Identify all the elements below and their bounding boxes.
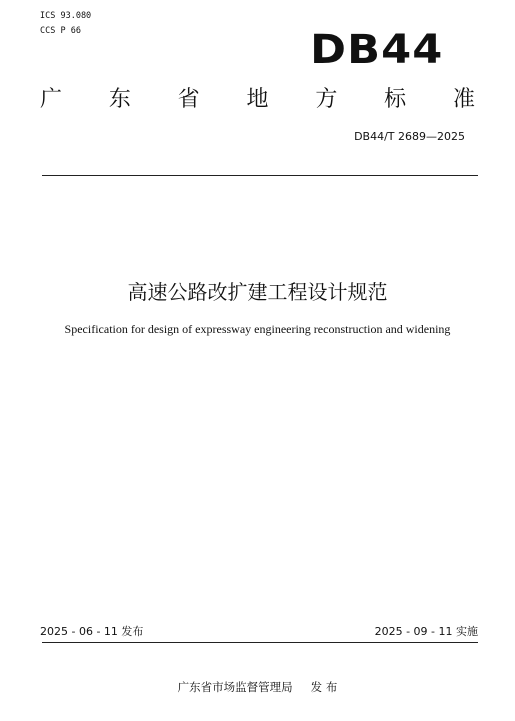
ics-code: ICS 93.080 bbox=[40, 11, 92, 21]
db44-logo: DB44 bbox=[309, 27, 443, 73]
standard-type-char: 东 bbox=[108, 87, 131, 112]
standard-type-char: 广 bbox=[40, 87, 63, 112]
bottom-divider bbox=[42, 642, 478, 643]
top-divider bbox=[42, 175, 478, 176]
issuer-line bbox=[0, 679, 515, 695]
standard-type-char: 准 bbox=[452, 87, 475, 112]
standard-type-heading bbox=[40, 85, 475, 115]
standard-type-char: 省 bbox=[177, 87, 200, 112]
issuer-action: 发 布 bbox=[310, 680, 338, 694]
title-chinese: 高速公路改扩建工程设计规范 bbox=[127, 280, 388, 304]
standard-type-char: 标 bbox=[384, 87, 407, 112]
standard-number: DB44/T 2689—2025 bbox=[354, 130, 465, 143]
implementation-date: 2025 - 09 - 11 实施 bbox=[374, 625, 478, 638]
classification-codes bbox=[40, 9, 91, 39]
release-date: 2025 - 06 - 11 发布 bbox=[40, 625, 144, 638]
title-english: Specification for design of expressway engineering reconstruction and widening bbox=[64, 322, 451, 336]
standard-type-char: 方 bbox=[315, 87, 338, 112]
ccs-code: CCS P 66 bbox=[40, 26, 81, 36]
standard-type-char: 地 bbox=[246, 87, 269, 112]
issuer-name: 广东省市场监督管理局 bbox=[177, 680, 293, 694]
